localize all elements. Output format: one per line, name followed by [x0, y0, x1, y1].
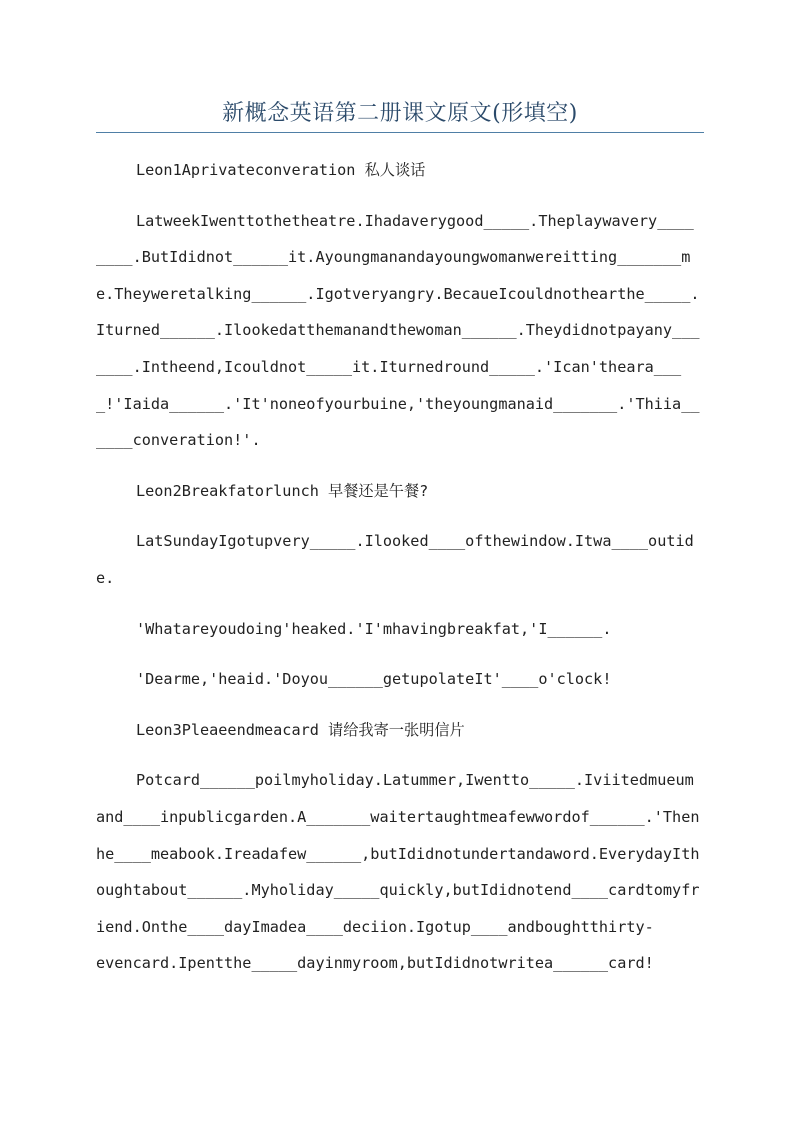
document-body	[96, 152, 702, 996]
lesson-3-heading: Leon3Pleaeendmeacard 请给我寄一张明信片	[136, 720, 465, 739]
title-divider	[96, 132, 704, 133]
lesson-3-paragraph-continuation: evencard.Ipentthe_____dayinmyroom,butIdidnotwritea______card!	[96, 954, 654, 973]
lesson-2-paragraph-1: LatSundayIgotupvery_____.Ilooked____ofthewindow.Itwa____outide.	[96, 532, 694, 587]
lesson-3-paragraph: Potcard______poilmyholiday.Latummer,Iwentto_____.Iviitedmueumand____inpublicgarden.A_______waitertaughtmeafewwordof______.'Thenhe____meabook.Ireadafew______,butIdidnotundertandaword.EverydayIthoughtabout______.Myholiday_____quickly,butIdidnotend____cardtomyfriend.Onthe____dayImadea____deciion.Igotup____andboughtthirty-	[96, 771, 700, 936]
lesson-2-paragraph-2: 'Whatareyoudoing'heaked.'I'mhavingbreakfat,'I______.	[136, 619, 612, 638]
lesson-2-paragraph-3: 'Dearme,'heaid.'Doyou______getupolateIt'____o'clock!	[136, 670, 612, 689]
document-title: 新概念英语第二册课文原文(形填空)	[222, 101, 578, 126]
lesson-2-heading: Leon2Breakfatorlunch 早餐还是午餐?	[136, 481, 429, 500]
lesson-1-paragraph: LatweekIwenttothetheatre.Ihadaverygood_____.Theplaywavery________.ButIdidnot______it.Ayoungmanandayoungwomanwereitting_______me.Theyweretalking______.Igotveryangry.BecaueIcouldnothearthe_____.Iturned______.Ilookedatthemanandthewoman______.Theydidnotpayany_______.Intheend,Icouldnot_____it.Iturnedround_____.'Ican'theara____!'Iaida______.'It'noneofyourbuine,'theyoungmanaid_______.'Thiia______converation!'.	[96, 211, 700, 450]
lesson-1-heading: Leon1Aprivateconveration 私人谈话	[136, 161, 426, 179]
